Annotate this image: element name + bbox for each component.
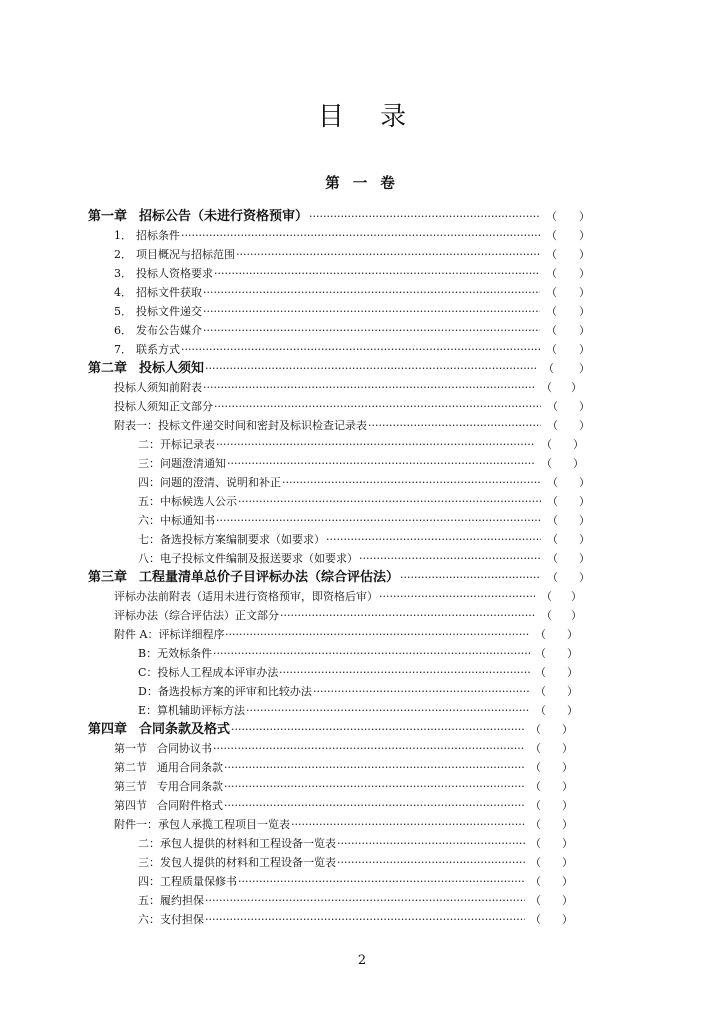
toc-entry	[0, 587, 724, 606]
toc-entry-label	[114, 796, 223, 815]
toc-entry-label	[88, 568, 399, 587]
page-ref-close: ）	[579, 476, 590, 489]
page-ref-close: ）	[567, 647, 578, 660]
toc-entry-prefix: 第一章	[88, 209, 128, 224]
toc-leader-dots	[213, 644, 530, 663]
page-ref-close: ）	[567, 628, 578, 641]
page-ref-open: （	[547, 533, 558, 546]
page-ref-open: （	[530, 894, 541, 907]
page-ref-open: （	[546, 324, 557, 337]
page-ref-open: （	[530, 837, 541, 850]
page-ref-open: （	[541, 590, 552, 603]
toc-entry-label	[138, 549, 358, 568]
toc-entry-text: 投标人须知正文部分	[114, 400, 213, 413]
toc-entry	[0, 340, 724, 359]
toc-entry-label	[88, 207, 308, 226]
toc-leader-dots	[313, 682, 530, 701]
toc-leader-dots	[379, 587, 535, 606]
toc-entry	[0, 853, 724, 872]
toc-entry	[0, 511, 724, 530]
toc-entry-prefix: 1．	[114, 229, 132, 242]
toc-entry-label	[114, 264, 213, 283]
toc-entry	[0, 739, 724, 758]
toc-entry-text: 六：支付担保	[138, 913, 204, 926]
page-ref-open: （	[543, 362, 554, 375]
toc-leader-dots	[279, 663, 530, 682]
toc-leader-dots	[214, 397, 541, 416]
toc-entry-prefix: 第二章	[88, 361, 128, 376]
toc-entry-label	[138, 910, 204, 929]
page-ref-close: ）	[579, 495, 590, 508]
page-ref-open: （	[547, 552, 558, 565]
page-ref-open: （	[547, 495, 558, 508]
page-ref-close: ）	[562, 856, 573, 869]
toc-entry-text: B：无效标条件	[138, 647, 213, 660]
page-ref-open: （	[541, 609, 552, 622]
page-ref-close: ）	[579, 343, 590, 356]
page-ref-close: ）	[567, 666, 578, 679]
toc-leader-dots	[224, 758, 525, 777]
toc-entry-label	[114, 739, 212, 758]
toc-entry-prefix: 第四章	[88, 722, 128, 737]
toc-entry-label	[138, 644, 212, 663]
page-ref-open: （	[535, 647, 546, 660]
toc-entry-text: 二：开标记录表	[138, 438, 215, 451]
toc-entry	[0, 378, 724, 397]
toc-entry-label	[114, 378, 202, 397]
toc-leader-dots	[205, 910, 525, 929]
toc-entry	[0, 796, 724, 815]
toc-entry-label	[114, 245, 235, 264]
page-ref-close: ）	[562, 894, 573, 907]
page-ref-open: （	[535, 685, 546, 698]
toc-leader-dots	[326, 530, 541, 549]
toc-entry-label	[114, 397, 213, 416]
page-ref-open: （	[546, 248, 557, 261]
toc-entry-prefix: 第三节	[114, 780, 147, 793]
toc-entry	[0, 815, 724, 834]
toc-entry-prefix: 第四节	[114, 799, 147, 812]
toc-entry	[0, 435, 724, 454]
toc-entry-text: 四：问题的澄清、说明和补正	[138, 476, 281, 489]
page-ref-close: ）	[562, 875, 573, 888]
toc-entry-text: 投标人资格要求	[136, 267, 213, 280]
toc-entry-text: 合同附件格式	[157, 799, 223, 812]
page-ref-close: ）	[579, 248, 590, 261]
page-ref-close: ）	[573, 457, 584, 470]
toc-entry-prefix: 第三章	[88, 570, 128, 585]
toc-entry-label	[138, 682, 312, 701]
page-ref-open: （	[546, 305, 557, 318]
toc-entry-prefix: 7．	[114, 343, 132, 356]
page-ref-close: ）	[573, 438, 584, 451]
toc-entry-text: 七：备选投标方案编制要求（如要求）	[138, 533, 325, 546]
page-ref-close: ）	[562, 799, 573, 812]
page-ref-open: （	[541, 457, 552, 470]
toc-entry-label	[138, 492, 237, 511]
toc-entry-text: 三：发包人提供的材料和工程设备一览表	[138, 856, 336, 869]
toc-entry-prefix: 6．	[114, 324, 132, 337]
toc-entry-text: 附表一：投标文件递交时间和密封及标识检查记录表	[114, 419, 367, 432]
toc-entry-text: 五：履约担保	[138, 894, 204, 907]
page-ref-close: ）	[579, 210, 590, 223]
toc-entry-text: 评标办法（综合评估法）正文部分	[114, 609, 279, 622]
volume-heading: 第 一 卷	[325, 176, 399, 192]
page-ref-close: ）	[562, 780, 573, 793]
page-ref-close: ）	[562, 723, 573, 736]
page-ref-close: ）	[562, 761, 573, 774]
page-ref-open: （	[547, 400, 558, 413]
page-ref-close: ）	[579, 286, 590, 299]
toc-entry-label	[114, 587, 378, 606]
page-ref-open: （	[535, 704, 546, 717]
page-ref-open: （	[546, 286, 557, 299]
toc-leader-dots	[213, 739, 525, 758]
page-ref-close: ）	[579, 419, 590, 432]
toc-leader-dots	[368, 416, 541, 435]
toc-leader-dots	[236, 245, 540, 264]
toc-leader-dots	[231, 720, 525, 739]
toc-entry	[0, 302, 724, 321]
toc-entry-label	[114, 283, 202, 302]
page-ref-close: ）	[579, 552, 590, 565]
toc-entry-text: 八：电子投标文件编制及报送要求（如要求）	[138, 552, 358, 565]
toc-leader-dots	[238, 872, 525, 891]
toc-entry-label	[114, 321, 202, 340]
page-ref-open: （	[535, 666, 546, 679]
toc-entry	[0, 872, 724, 891]
page-ref-close: ）	[562, 913, 573, 926]
toc-entry-text: 项目概况与招标范围	[136, 248, 235, 261]
toc-leader-dots	[203, 302, 540, 321]
page-ref-open: （	[547, 571, 558, 584]
toc-entry-label	[138, 530, 325, 549]
page-ref-close: ）	[579, 514, 590, 527]
toc-leader-dots	[216, 435, 535, 454]
toc-entry-label	[138, 454, 226, 473]
page-ref-close: ）	[579, 362, 590, 375]
toc-entry-text: 投标人须知前附表	[114, 381, 202, 394]
toc-entry	[0, 891, 724, 910]
page-ref-open: （	[546, 210, 557, 223]
toc-entry-text: 联系方式	[136, 343, 180, 356]
toc-entry-label	[138, 473, 281, 492]
page-ref-close: ）	[579, 305, 590, 318]
toc-chapter-entry	[0, 720, 724, 739]
toc-entry-label	[114, 416, 367, 435]
toc-entry-text: 专用合同条款	[157, 780, 223, 793]
toc-entry-prefix: 第二节	[114, 761, 147, 774]
toc-entry-label	[114, 302, 202, 321]
toc-entry-label	[138, 872, 237, 891]
toc-entry-text: D：备选投标方案的评审和比较办法	[138, 685, 312, 698]
toc-leader-dots	[227, 454, 535, 473]
toc-entry-label	[138, 435, 215, 454]
toc-chapter-entry	[0, 568, 724, 587]
toc-leader-dots	[224, 796, 525, 815]
toc-leader-dots	[181, 226, 540, 245]
toc-leader-dots	[203, 321, 540, 340]
toc-entry-label	[114, 777, 223, 796]
toc-entry	[0, 397, 724, 416]
page-ref-close: ）	[579, 267, 590, 280]
page-ref-open: （	[530, 856, 541, 869]
page-ref-close: ）	[579, 229, 590, 242]
toc-entry	[0, 644, 724, 663]
toc-entry	[0, 264, 724, 283]
page-ref-close: ）	[571, 381, 582, 394]
toc-leader-dots	[282, 473, 541, 492]
toc-leader-dots	[280, 606, 535, 625]
page-ref-open: （	[547, 514, 558, 527]
toc-entry-label	[138, 511, 215, 530]
toc-entry-text: 投标人须知	[139, 361, 205, 376]
page-ref-open: （	[530, 799, 541, 812]
page-ref-close: ）	[571, 609, 582, 622]
page-ref-open: （	[541, 381, 552, 394]
toc-entry-text: 招标公告（未进行资格预审）	[139, 209, 309, 224]
page-ref-close: ）	[579, 400, 590, 413]
page-ref-open: （	[530, 761, 541, 774]
toc-leader-dots	[205, 359, 537, 378]
page-ref-open: （	[535, 628, 546, 641]
toc-entry	[0, 454, 724, 473]
toc-entry-text: E：算机辅助评标方法	[138, 704, 246, 717]
page-ref-open: （	[530, 780, 541, 793]
toc-entry	[0, 625, 724, 644]
page-ref-close: ）	[567, 704, 578, 717]
page-ref-open: （	[541, 438, 552, 451]
page-ref-open: （	[530, 913, 541, 926]
toc-entry	[0, 530, 724, 549]
page-ref-close: ）	[562, 818, 573, 831]
toc-chapter-entry	[0, 207, 724, 226]
toc-entry	[0, 226, 724, 245]
toc-entry	[0, 473, 724, 492]
toc-entry-text: 五：中标候选人公示	[138, 495, 237, 508]
toc-leader-dots	[337, 853, 525, 872]
page-ref-open: （	[530, 875, 541, 888]
toc-leader-dots	[291, 815, 525, 834]
toc-leader-dots	[400, 568, 541, 587]
toc-entry-label	[114, 815, 290, 834]
toc-leader-dots	[225, 625, 530, 644]
toc-entry	[0, 701, 724, 720]
page-ref-open: （	[546, 267, 557, 280]
page-ref-close: ）	[579, 571, 590, 584]
toc-entry-text: 合同协议书	[157, 742, 212, 755]
page-ref-open: （	[547, 419, 558, 432]
toc-entry-text: 附件一：承包人承揽工程项目一览表	[114, 818, 290, 831]
toc-leader-dots	[216, 511, 541, 530]
toc-entry	[0, 416, 724, 435]
toc-leader-dots	[203, 378, 535, 397]
toc-entry-text: 评标办法前附表（适用未进行资格预审，即资格后审）	[114, 590, 378, 603]
toc-entry-prefix: 3．	[114, 267, 132, 280]
toc-leader-dots	[238, 492, 541, 511]
toc-entry	[0, 283, 724, 302]
toc-entry	[0, 245, 724, 264]
toc-entry-label	[114, 606, 279, 625]
page-ref-close: ）	[579, 324, 590, 337]
page-ref-open: （	[530, 742, 541, 755]
toc-chapter-entry	[0, 359, 724, 378]
page-ref-close: ）	[562, 837, 573, 850]
toc-leader-dots	[337, 834, 525, 853]
toc-entry-label	[138, 853, 336, 872]
page-ref-close: ）	[579, 533, 590, 546]
toc-entry-text: 附件 A：评标详细程序	[114, 628, 225, 641]
toc-leader-dots	[246, 701, 530, 720]
toc-entry-label	[114, 340, 180, 359]
toc-entry	[0, 321, 724, 340]
toc-entry-label	[138, 891, 204, 910]
toc-entry	[0, 606, 724, 625]
page-ref-close: ）	[571, 590, 582, 603]
toc-entry-label	[114, 758, 223, 777]
toc-entry-text: 二：承包人提供的材料和工程设备一览表	[138, 837, 336, 850]
toc-entry-label	[88, 720, 230, 739]
toc-entry-text: 通用合同条款	[157, 761, 223, 774]
toc-entry-prefix: 第一节	[114, 742, 147, 755]
toc-entry-text: 招标条件	[136, 229, 180, 242]
toc-leader-dots	[203, 283, 540, 302]
toc-entry-prefix: 2．	[114, 248, 132, 261]
toc-entry	[0, 492, 724, 511]
toc-leader-dots	[224, 777, 525, 796]
toc-entry-label	[114, 625, 224, 644]
toc-entry-text: C：投标人工程成本评审办法	[138, 666, 279, 679]
toc-entry-prefix: 5．	[114, 305, 132, 318]
toc-entry	[0, 663, 724, 682]
toc-entry-text: 工程量清单总价子目评标办法（综合评估法）	[139, 570, 400, 585]
toc-entry	[0, 910, 724, 929]
toc-entry	[0, 777, 724, 796]
toc-entry-label	[114, 226, 180, 245]
page-number: 2	[357, 953, 367, 968]
toc-entry	[0, 758, 724, 777]
toc-leader-dots	[359, 549, 541, 568]
toc-entry	[0, 549, 724, 568]
toc-leader-dots	[214, 264, 540, 283]
page-ref-open: （	[546, 343, 557, 356]
toc-entry-text: 合同条款及格式	[139, 722, 231, 737]
toc-entry-text: 三：问题澄清通知	[138, 457, 226, 470]
page-ref-open: （	[546, 229, 557, 242]
toc-leader-dots	[181, 340, 540, 359]
toc-entry-label	[138, 701, 245, 720]
toc-entry-text: 发布公告媒介	[136, 324, 202, 337]
toc-entry-prefix: 4．	[114, 286, 132, 299]
toc-leader-dots	[309, 207, 540, 226]
toc-entry	[0, 834, 724, 853]
page-title: 目 录	[317, 102, 421, 132]
toc-entry-text: 投标文件递交	[136, 305, 202, 318]
page-ref-close: ）	[567, 685, 578, 698]
page-ref-open: （	[530, 818, 541, 831]
toc-entry-text: 六：中标通知书	[138, 514, 215, 527]
toc-entry-label	[138, 834, 336, 853]
toc-entry	[0, 682, 724, 701]
page-ref-open: （	[530, 723, 541, 736]
page-ref-close: ）	[562, 742, 573, 755]
toc-entry-text: 招标文件获取	[136, 286, 202, 299]
page-ref-open: （	[547, 476, 558, 489]
toc-entry-text: 四：工程质量保修书	[138, 875, 237, 888]
toc-leader-dots	[205, 891, 525, 910]
toc-entry-label	[88, 359, 204, 378]
toc-entry-label	[138, 663, 278, 682]
